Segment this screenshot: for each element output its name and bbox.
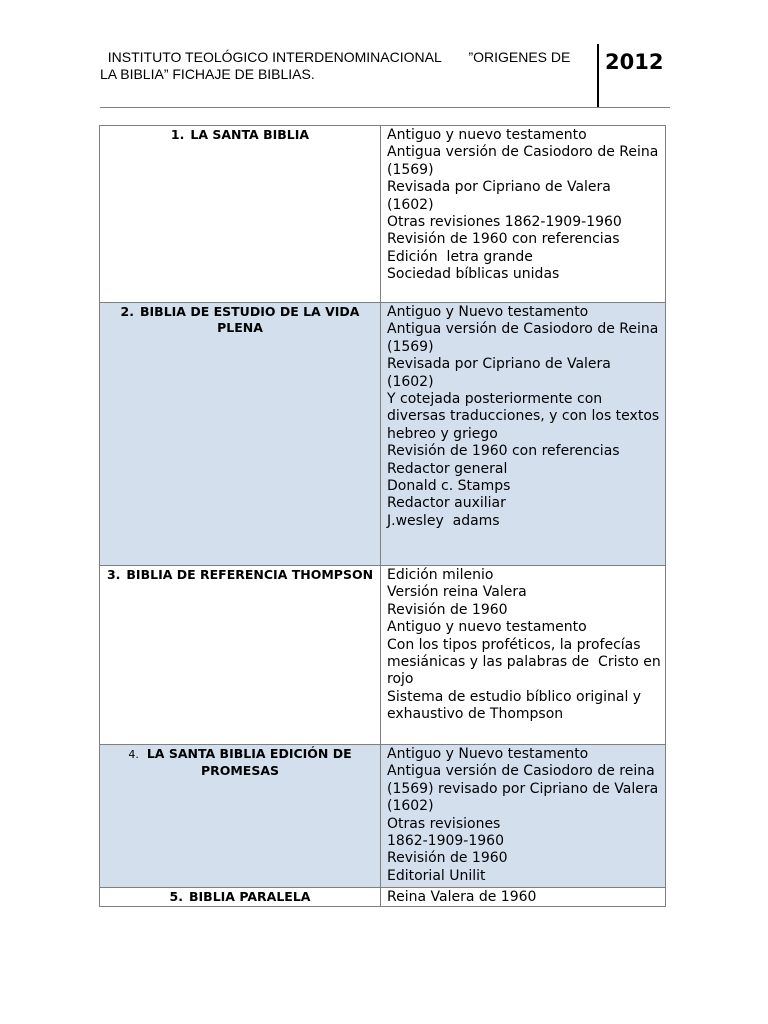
row-number: 5. [169, 889, 183, 904]
bible-description-cell [381, 888, 665, 906]
table-row [100, 126, 665, 303]
table-row [100, 745, 665, 888]
header-year: 2012 [605, 50, 664, 74]
description-line: Donald c. Stamps [387, 478, 511, 495]
bible-description-cell [381, 745, 665, 887]
description-line: Revisada por Cipriano de Valera (1602) [387, 179, 616, 213]
bible-table [99, 125, 666, 907]
description-line: Edición letra grande [387, 248, 533, 265]
description-line: Antiguo y nuevo testamento [387, 619, 587, 636]
bible-title-cell [100, 303, 381, 565]
description-line: Antigua versión de Casiodoro de Reina (1569) [387, 321, 663, 355]
description-line: Y cotejada posteriormente con diversas traducciones, y con los textos hebreo y griego [387, 391, 664, 442]
table-row [100, 566, 665, 745]
bible-title: LA SANTA BIBLIA [190, 127, 310, 142]
bible-title-cell [100, 126, 381, 302]
description-line: Sistema de estudio bíblico original y exhaustivo de Thompson [387, 688, 646, 723]
description-line: Revisada por Cipriano de Valera (1602) [387, 356, 616, 390]
description-line: Edición milenio [387, 567, 494, 583]
bible-description-cell [381, 303, 665, 565]
row-number: 4. [128, 748, 139, 761]
description-line: Redactor auxiliar [387, 495, 506, 512]
table-row [100, 303, 665, 566]
description-line: 1862-1909-1960 [387, 833, 504, 850]
bible-description-cell [381, 126, 665, 302]
description-line: Redactor general [387, 460, 508, 477]
header-divider [597, 44, 599, 107]
description-line: Editorial Unilit [387, 867, 486, 884]
description-line: Revisión de 1960 [387, 601, 508, 618]
row-number: 3. [106, 567, 121, 582]
row-number: 1. [170, 127, 185, 142]
description-line: Otras revisiones 1862-1909-1960 [387, 214, 622, 231]
description-line: J.wesley adams [387, 512, 500, 529]
description-line: Antigua versión de Casiodoro de Reina (1569) [387, 144, 663, 178]
description-line: Antiguo y nuevo testamento [387, 127, 587, 143]
row-number: 2. [120, 304, 134, 319]
description-line: Sociedad bíblicas unidas [387, 266, 560, 283]
description-line: Versión reina Valera [387, 584, 527, 601]
description-line: Revisión de 1960 con referencias [387, 231, 620, 248]
bible-title-cell [100, 888, 381, 906]
description-line: Con los tipos proféticos, la profecías mesiánicas y las palabras de Cristo en rojo [387, 636, 666, 688]
description-line: Reina Valera de 1960 [387, 889, 537, 905]
page-header [100, 44, 670, 108]
table-row [100, 888, 665, 906]
description-line: Revisión de 1960 con referencias [387, 443, 620, 460]
bible-description-cell [381, 566, 665, 744]
bible-title: BIBLIA DE ESTUDIO DE LA VIDA PLENA [139, 304, 360, 335]
description-line: Antiguo y Nuevo testamento [387, 304, 589, 320]
description-line: Antiguo y Nuevo testamento [387, 746, 589, 762]
bible-title: BIBLIA PARALELA [188, 889, 311, 904]
bible-title: BIBLIA DE REFERENCIA THOMPSON [126, 567, 374, 582]
bible-title-cell [100, 566, 381, 744]
description-line: Antigua versión de Casiodoro de reina (1569) revisado por Cipriano de Valera (1602) [387, 763, 663, 815]
description-line: Otras revisiones [387, 815, 501, 832]
document-title: INSTITUTO TEOLÓGICO INTERDENOMINACIONAL ”ORIGENES DE LA BIBLIA” FICHAJE DE BIBLIAS. [100, 49, 575, 82]
bible-title: LA SANTA BIBLIA EDICIÓN DE PROMESAS [146, 746, 352, 778]
description-line: Revisión de 1960 [387, 850, 508, 867]
bible-title-cell [100, 745, 381, 887]
